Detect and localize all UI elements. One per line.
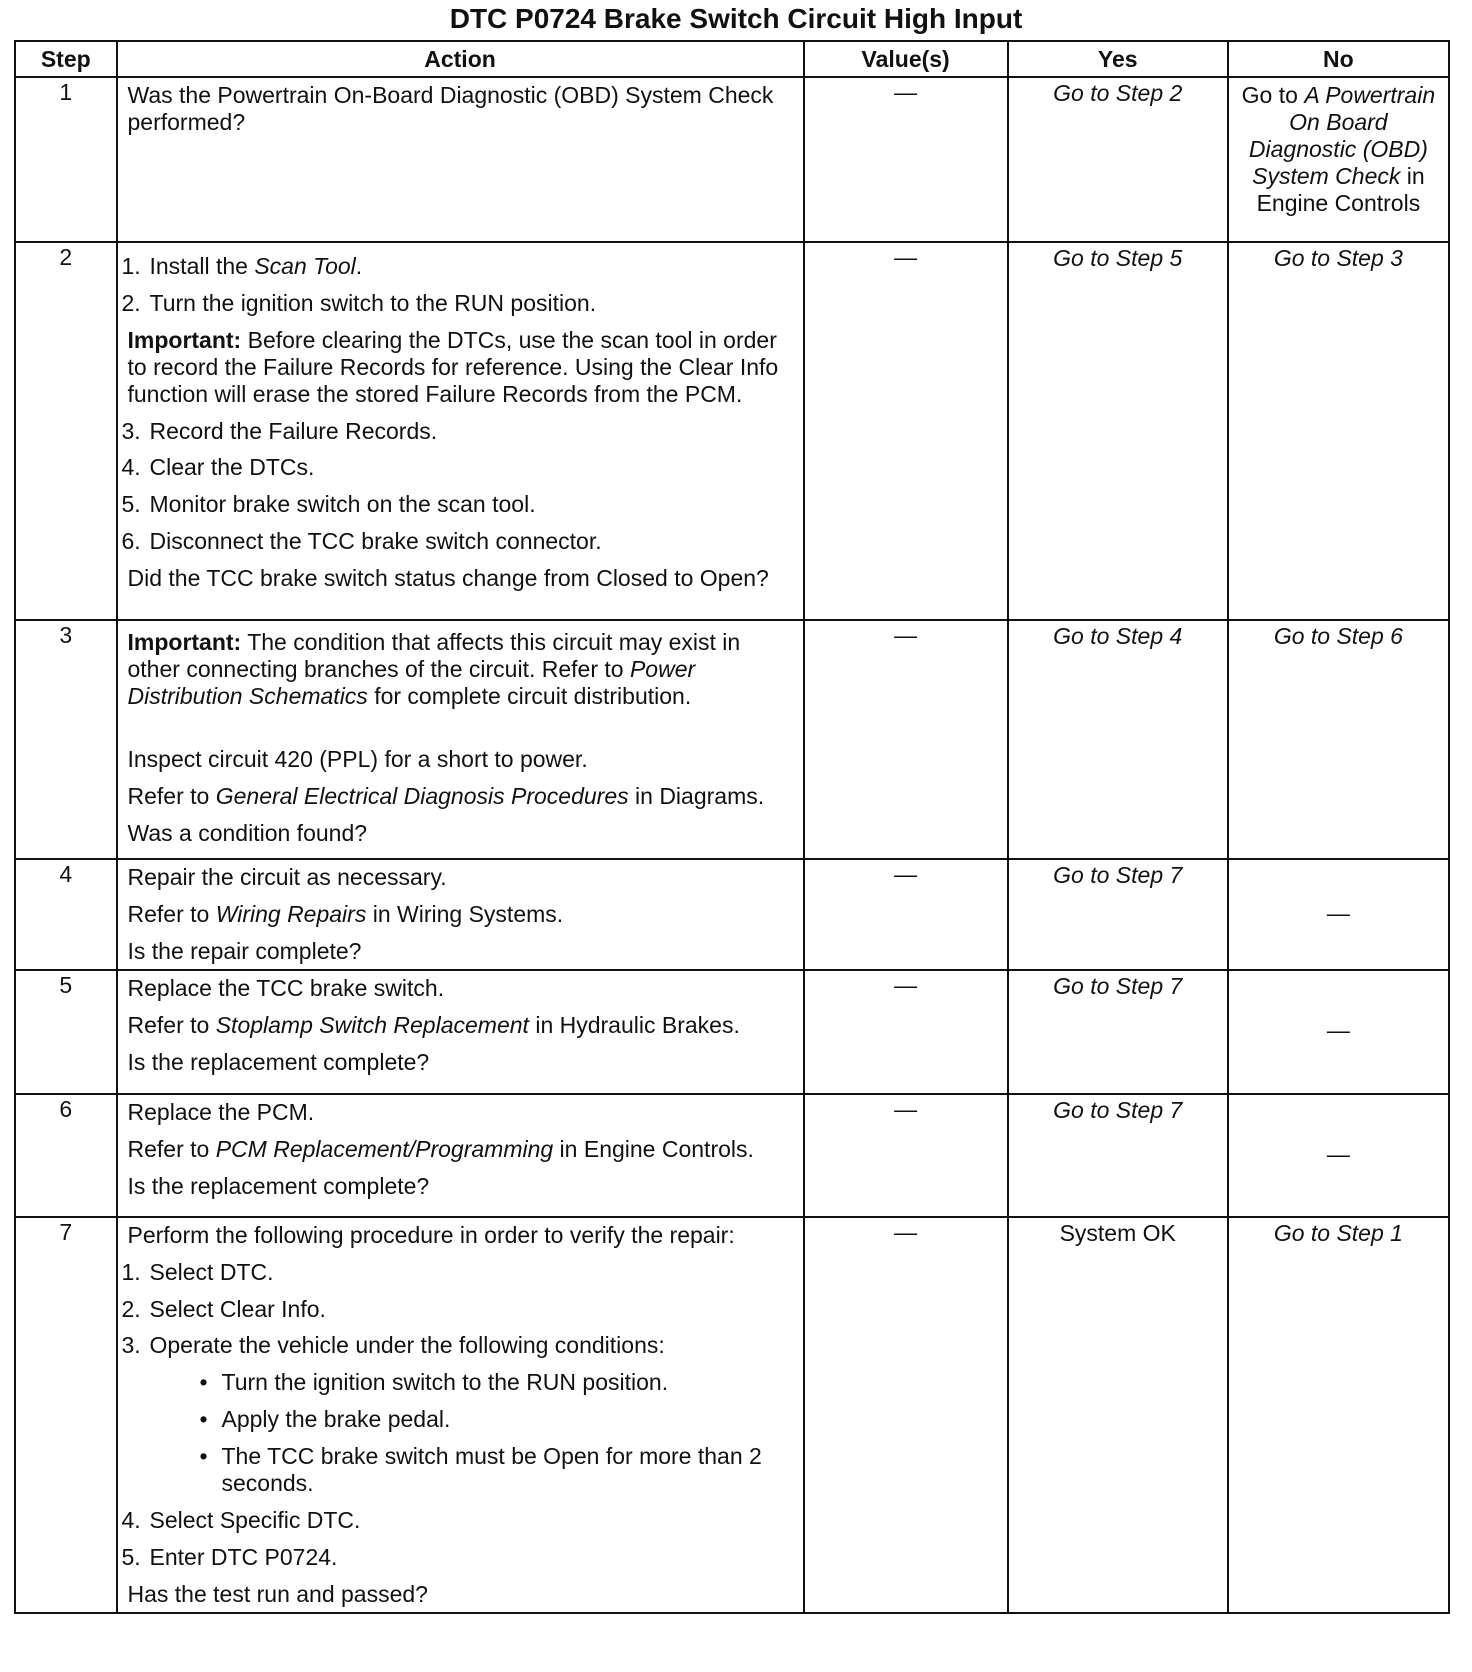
table-row: [15, 970, 1449, 1094]
no-reference-link[interactable]: A Powertrain On Board Diagnostic (OBD) System Check: [1248, 82, 1436, 189]
bullet-icon: •: [199, 1406, 208, 1433]
step-number: 7: [15, 1217, 117, 1613]
action-step: 4. Select Specific DTC.: [121, 1506, 361, 1533]
step-number: 6: [15, 1094, 117, 1217]
action-step: 1. Install the Scan Tool.: [121, 253, 363, 279]
action-step: 5. Enter DTC P0724.: [121, 1543, 338, 1570]
action-step: 5. Monitor brake switch on the scan tool.: [121, 491, 536, 518]
step-number: 4: [15, 859, 117, 970]
list-item: • Apply the brake pedal.: [199, 1406, 451, 1433]
action-step: 6. Disconnect the TCC brake switch connector.: [121, 528, 602, 555]
step-number: 5: [15, 970, 117, 1094]
schematics-reference: Power Distribution Schematics: [127, 655, 696, 709]
important-label: Important:: [127, 629, 242, 655]
important-note: Important: Before clearing the DTCs, use the scan tool in order to record the Failure Records for reference. Using the Clear Info function will erase the stored Failure Records from the PCM.: [127, 326, 779, 407]
important-label: Important:: [127, 326, 242, 353]
action-step: 1. Select DTC.: [121, 1258, 274, 1285]
action-cell: [117, 242, 804, 620]
header-no: No: [1228, 41, 1449, 77]
action-text: Replace the TCC brake switch.: [127, 974, 445, 1001]
step-num: 1.: [121, 1258, 141, 1285]
value-cell: —: [804, 620, 1008, 859]
action-intro: Perform the following procedure in order to verify the repair:: [127, 1221, 735, 1248]
table-row: [15, 1217, 1449, 1613]
action-text: Inspect circuit 420 (PPL) for a short to power.: [127, 745, 588, 772]
action-reference: Refer to PCM Replacement/Programming in Engine Controls.: [127, 1135, 754, 1162]
no-cell: —: [1228, 1094, 1449, 1217]
document-title: DTC P0724 Brake Switch Circuit High Input: [449, 3, 1023, 34]
header-action: Action: [117, 41, 804, 77]
step-num: 5.: [121, 491, 141, 518]
no-cell: —: [1228, 970, 1449, 1094]
yes-cell: Go to Step 7: [1008, 859, 1228, 970]
value-cell: —: [804, 242, 1008, 620]
action-question: Did the TCC brake switch status change from Closed to Open?: [127, 565, 769, 592]
table-row: [15, 77, 1449, 242]
header-values: Value(s): [804, 41, 1008, 77]
no-cell: Go to Step 3: [1228, 242, 1449, 620]
action-reference: Refer to Stoplamp Switch Replacement in Hydraulic Brakes.: [127, 1011, 740, 1038]
bullet-icon: •: [199, 1369, 208, 1396]
action-text: Repair the circuit as necessary.: [127, 864, 447, 890]
procedure-reference: Stoplamp Switch Replacement: [215, 1011, 529, 1038]
table-row: [15, 859, 1449, 970]
value-cell: —: [804, 1094, 1008, 1217]
action-text: Replace the PCM.: [127, 1098, 315, 1125]
action-step: 2. Select Clear Info.: [121, 1295, 326, 1322]
yes-cell: Go to Step 7: [1008, 970, 1228, 1094]
bullet-icon: •: [199, 1443, 208, 1470]
procedure-reference: General Electrical Diagnosis Procedures: [215, 782, 629, 809]
action-reference: Refer to General Electrical Diagnosis Procedures in Diagrams.: [127, 782, 765, 809]
value-cell: —: [804, 77, 1008, 242]
value-cell: —: [804, 859, 1008, 970]
procedure-reference: PCM Replacement/Programming: [215, 1135, 554, 1162]
no-cell: Go to Step 1: [1228, 1217, 1449, 1613]
step-num: 3.: [121, 417, 141, 444]
no-cell: —: [1228, 859, 1449, 970]
no-suffix: in Engine Controls: [1256, 162, 1425, 216]
action-cell: [117, 77, 804, 242]
step-number: 2: [15, 242, 117, 620]
action-question: Is the replacement complete?: [127, 1172, 430, 1199]
header-step: Step: [15, 41, 117, 77]
header-row: [15, 41, 1449, 77]
value-cell: —: [804, 970, 1008, 1094]
header-yes: Yes: [1008, 41, 1228, 77]
action-cell: [117, 1217, 804, 1613]
step-num: 6.: [121, 528, 141, 555]
table-row: [15, 242, 1449, 620]
action-question: Is the replacement complete?: [127, 1048, 430, 1075]
yes-cell: Go to Step 2: [1008, 77, 1228, 242]
procedure-reference: Wiring Repairs: [215, 900, 367, 927]
yes-cell: System OK: [1008, 1217, 1228, 1613]
no-prefix: Go to: [1241, 82, 1305, 108]
yes-cell: Go to Step 7: [1008, 1094, 1228, 1217]
value-cell: —: [804, 1217, 1008, 1613]
action-question: Is the repair complete?: [127, 937, 362, 964]
table-row: [15, 620, 1449, 859]
action-step: 2. Turn the ignition switch to the RUN position.: [121, 289, 597, 316]
step-num: 2.: [121, 1295, 141, 1322]
step-num: 1.: [121, 253, 141, 279]
action-question: Was a condition found?: [127, 819, 368, 846]
action-question: Was the Powertrain On-Board Diagnostic (OBD) System Check performed?: [127, 82, 774, 135]
spacer: [128, 720, 795, 746]
action-question: Has the test run and passed?: [127, 1580, 428, 1607]
table-row: [15, 1094, 1449, 1217]
step-num: 4.: [121, 1506, 141, 1533]
yes-cell: Go to Step 4: [1008, 620, 1228, 859]
yes-cell: Go to Step 5: [1008, 242, 1228, 620]
diagnostic-table: [14, 40, 1450, 1614]
action-reference: Refer to Wiring Repairs in Wiring Systems.: [127, 900, 564, 927]
scan-tool-term: Scan Tool: [254, 253, 356, 279]
no-cell: [1228, 77, 1449, 242]
action-step: 3. Operate the vehicle under the following conditions:: [121, 1332, 665, 1359]
step-num: 2.: [121, 289, 141, 316]
condition-list: [128, 1369, 795, 1497]
step-number: 1: [15, 77, 117, 242]
action-step: 3. Record the Failure Records.: [121, 417, 438, 444]
action-cell: [117, 620, 804, 859]
step-num: 3.: [121, 1332, 141, 1359]
action-cell: [117, 970, 804, 1094]
important-note: Important: The condition that affects this circuit may exist in other connecting branches of the circuit. Refer to Power Distribution Schematics for complete circuit distribution.: [127, 629, 741, 709]
no-cell: Go to Step 6: [1228, 620, 1449, 859]
action-cell: [117, 859, 804, 970]
step-num: 4.: [121, 454, 141, 481]
action-step: 4. Clear the DTCs.: [121, 454, 315, 481]
step-number: 3: [15, 620, 117, 859]
action-cell: [117, 1094, 804, 1217]
list-item: • The TCC brake switch must be Open for more than 2 seconds.: [199, 1443, 762, 1497]
step-num: 5.: [121, 1543, 141, 1570]
list-item: • Turn the ignition switch to the RUN position.: [199, 1369, 669, 1396]
